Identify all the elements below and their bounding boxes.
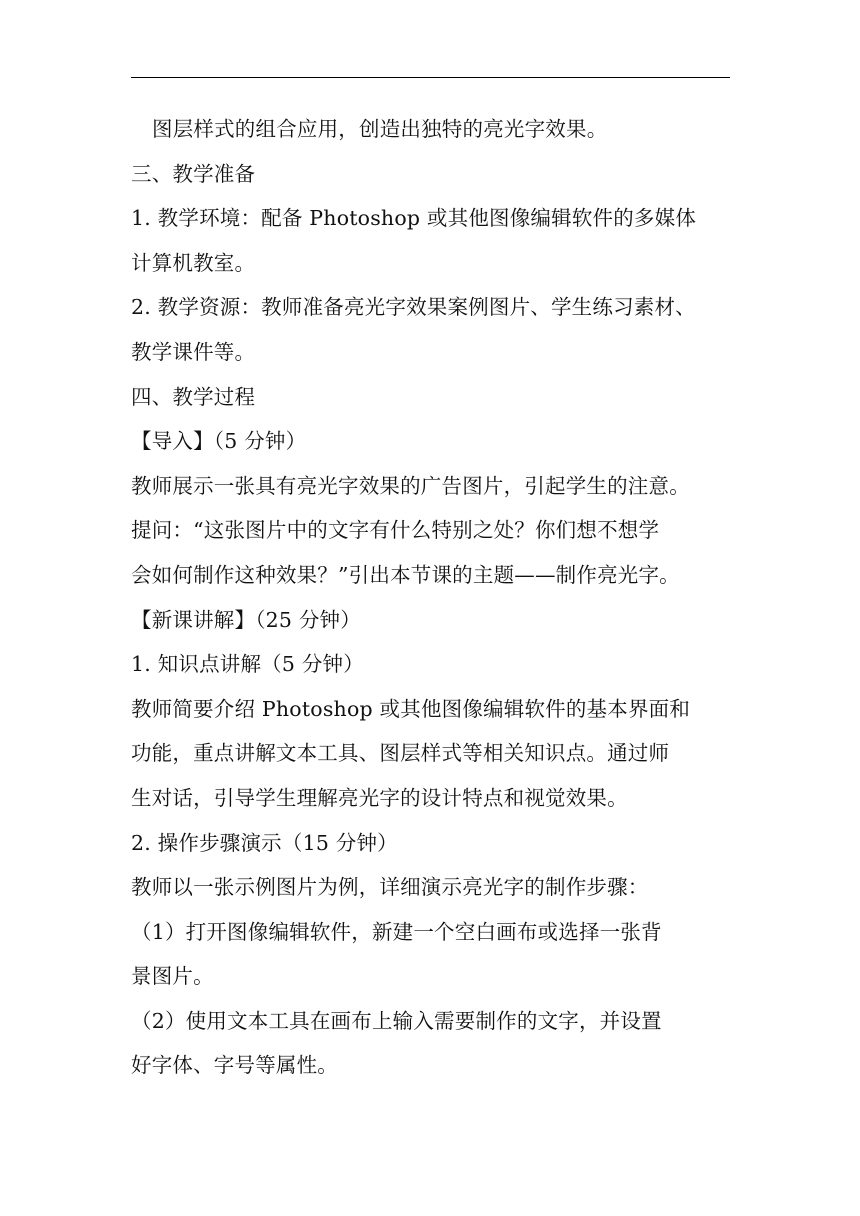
text-line: 2. 操作步骤演示（15 分钟） [131,830,398,855]
text-line: 图层样式的组合应用，创造出独特的亮光字效果。 [152,117,608,141]
text-line: 教学课件等。 [131,339,256,364]
text-line: 1. 知识点讲解（5 分钟） [131,652,364,677]
text-line: 会如何制作这种效果？”引出本节课的主题——制作亮光字。 [131,562,680,587]
text-line: 1. 教学环境：配备 Photoshop 或其他图像编辑软件的多媒体 [131,206,697,231]
text-line: 教师简要介绍 Photoshop 或其他图像编辑软件的基本界面和 [131,696,691,721]
text-line: 四、教学过程 [131,384,256,409]
text-line: （2）使用文本工具在画布上输入需要制作的文字，并设置 [131,1008,662,1033]
text-line: 生对话，引导学生理解亮光字的设计特点和视觉效果。 [131,785,628,810]
text-line: 功能，重点讲解文本工具、图层样式等相关知识点。通过师 [131,741,670,766]
text-line: 景图片。 [131,964,214,989]
text-line: 计算机教室。 [131,250,256,275]
text-line: 好字体、字号等属性。 [131,1053,338,1078]
document-page [131,0,731,1216]
text-line: 【新课讲解】（25 分钟） [131,607,361,632]
text-line: （1）打开图像编辑软件，新建一个空白画布或选择一张背 [131,919,662,944]
text-line: 教师展示一张具有亮光字效果的广告图片，引起学生的注意。 [131,473,690,498]
text-line: 三、教学准备 [131,161,256,186]
text-line: 【导入】（5 分钟） [131,429,307,454]
text-line: 2. 教学资源：教师准备亮光字效果案例图片、学生练习素材、 [131,295,696,320]
text-line: 提问：“这张图片中的文字有什么特别之处？你们想不想学 [131,518,660,543]
header-rule [131,77,730,78]
document-body [131,107,731,1088]
text-line: 教师以一张示例图片为例，详细演示亮光字的制作步骤： [131,875,649,900]
